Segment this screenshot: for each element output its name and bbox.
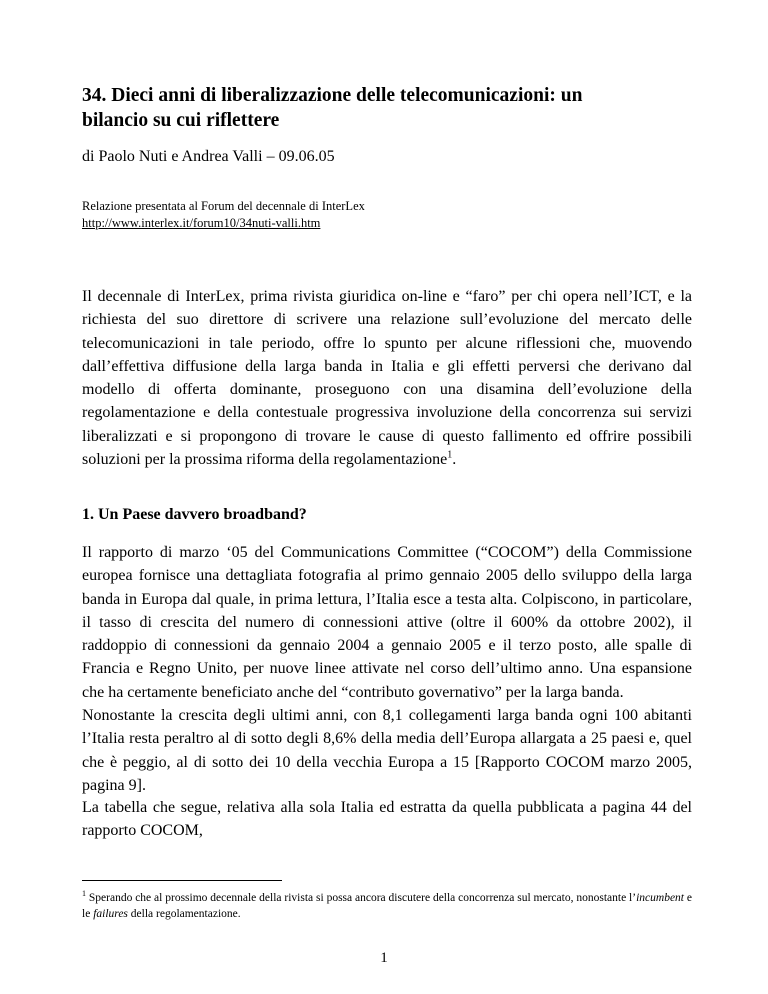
footnote-italic-failures: failures (93, 907, 128, 920)
footnote-divider (82, 880, 282, 881)
section1-paragraph-1: Il rapporto di marzo ‘05 del Communications Committee (“COCOM”) della Commissione europea fornisce una dettagliata fotografia al primo gennaio 2005 dello sviluppo della larga banda in Europa dal quale, in prima lettura, l’Italia esce a testa alta. Colpiscono, in particolare, il tasso di crescita del numero di connessioni attive (oltre il 600% da ottobre 2002), il raddoppio di connessioni da gennaio 2004 a gennaio 2005 e il terzo posto, alle spalle di Francia e Regno Unito, per nuove linee attivate nel corso dell’ultimo anno. Una espansione che ha certamente beneficiato anche del “contributo governativo” per la larga banda. (82, 544, 692, 701)
footnote-number: 1 (82, 889, 86, 898)
page-number: 1 (380, 950, 388, 966)
footnote-italic-incumbent: incumbent (636, 891, 684, 904)
relazione-text: Relazione presentata al Forum del decennale di InterLex (82, 199, 365, 213)
byline: di Paolo Nuti e Andrea Valli – 09.06.05 (82, 148, 335, 165)
section-heading: 1. Un Paese davvero broadband? (82, 506, 307, 523)
footnote-ref[interactable]: 1 (447, 449, 453, 461)
section1-paragraph-3: La tabella che segue, relativa alla sola Italia ed estratta da quella pubblicata a pagina 44 del rapporto COCOM, (82, 799, 692, 840)
intro-text: Il decennale di InterLex, prima rivista giuridica on-line e “faro” per chi opera nell’ICT, e la richiesta del suo direttore di scrivere una relazione sull’evoluzione del mercato delle telecomunicazioni in tale periodo, offre lo spunto per alcune riflessioni che, muovendo dall’effettiva diffusione della larga banda in Italia e gli effetti perversi che derivano dal modello di offerta dominante, proseguono con una disamina dell’evoluzione della regolamentazione e della contestuale progressiva involuzione della concorrenza sui servizi liberalizzati e si propongono di trovare le cause di questo fallimento ed offrire possibili soluzioni per la prossima riforma della regolamentazione (82, 288, 692, 469)
footnote-text: della regolamentazione. (127, 907, 241, 920)
section1-paragraph-2: Nonostante la crescita degli ultimi anni, con 8,1 collegamenti larga banda ogni 100 abitanti l’Italia resta peraltro al di sotto degli 8,6% della media dell’Europa allargata a 25 paesi e, quel che è peggio, al di sotto dei 10 della vecchia Europa a 15 [Rapporto COCOM marzo 2005, pagina 9]. (82, 707, 692, 794)
intro-paragraph (82, 285, 692, 471)
footnote-text: Sperando che al prossimo decennale della rivista si possa ancora discutere della concorrenza sul mercato, nonostante l’ (86, 891, 637, 904)
intro-end: . (452, 451, 457, 469)
footnote (82, 886, 692, 922)
article-title-line2: bilancio su cui riflettere (82, 110, 280, 131)
article-title (82, 83, 692, 133)
relazione-note (82, 198, 365, 232)
relazione-link[interactable]: http://www.interlex.it/forum10/34nuti-valli.htm (82, 216, 321, 230)
footnote-text: e le (82, 891, 692, 920)
article-title-line1: 34. Dieci anni di liberalizzazione delle telecomunicazioni: un (82, 85, 583, 106)
